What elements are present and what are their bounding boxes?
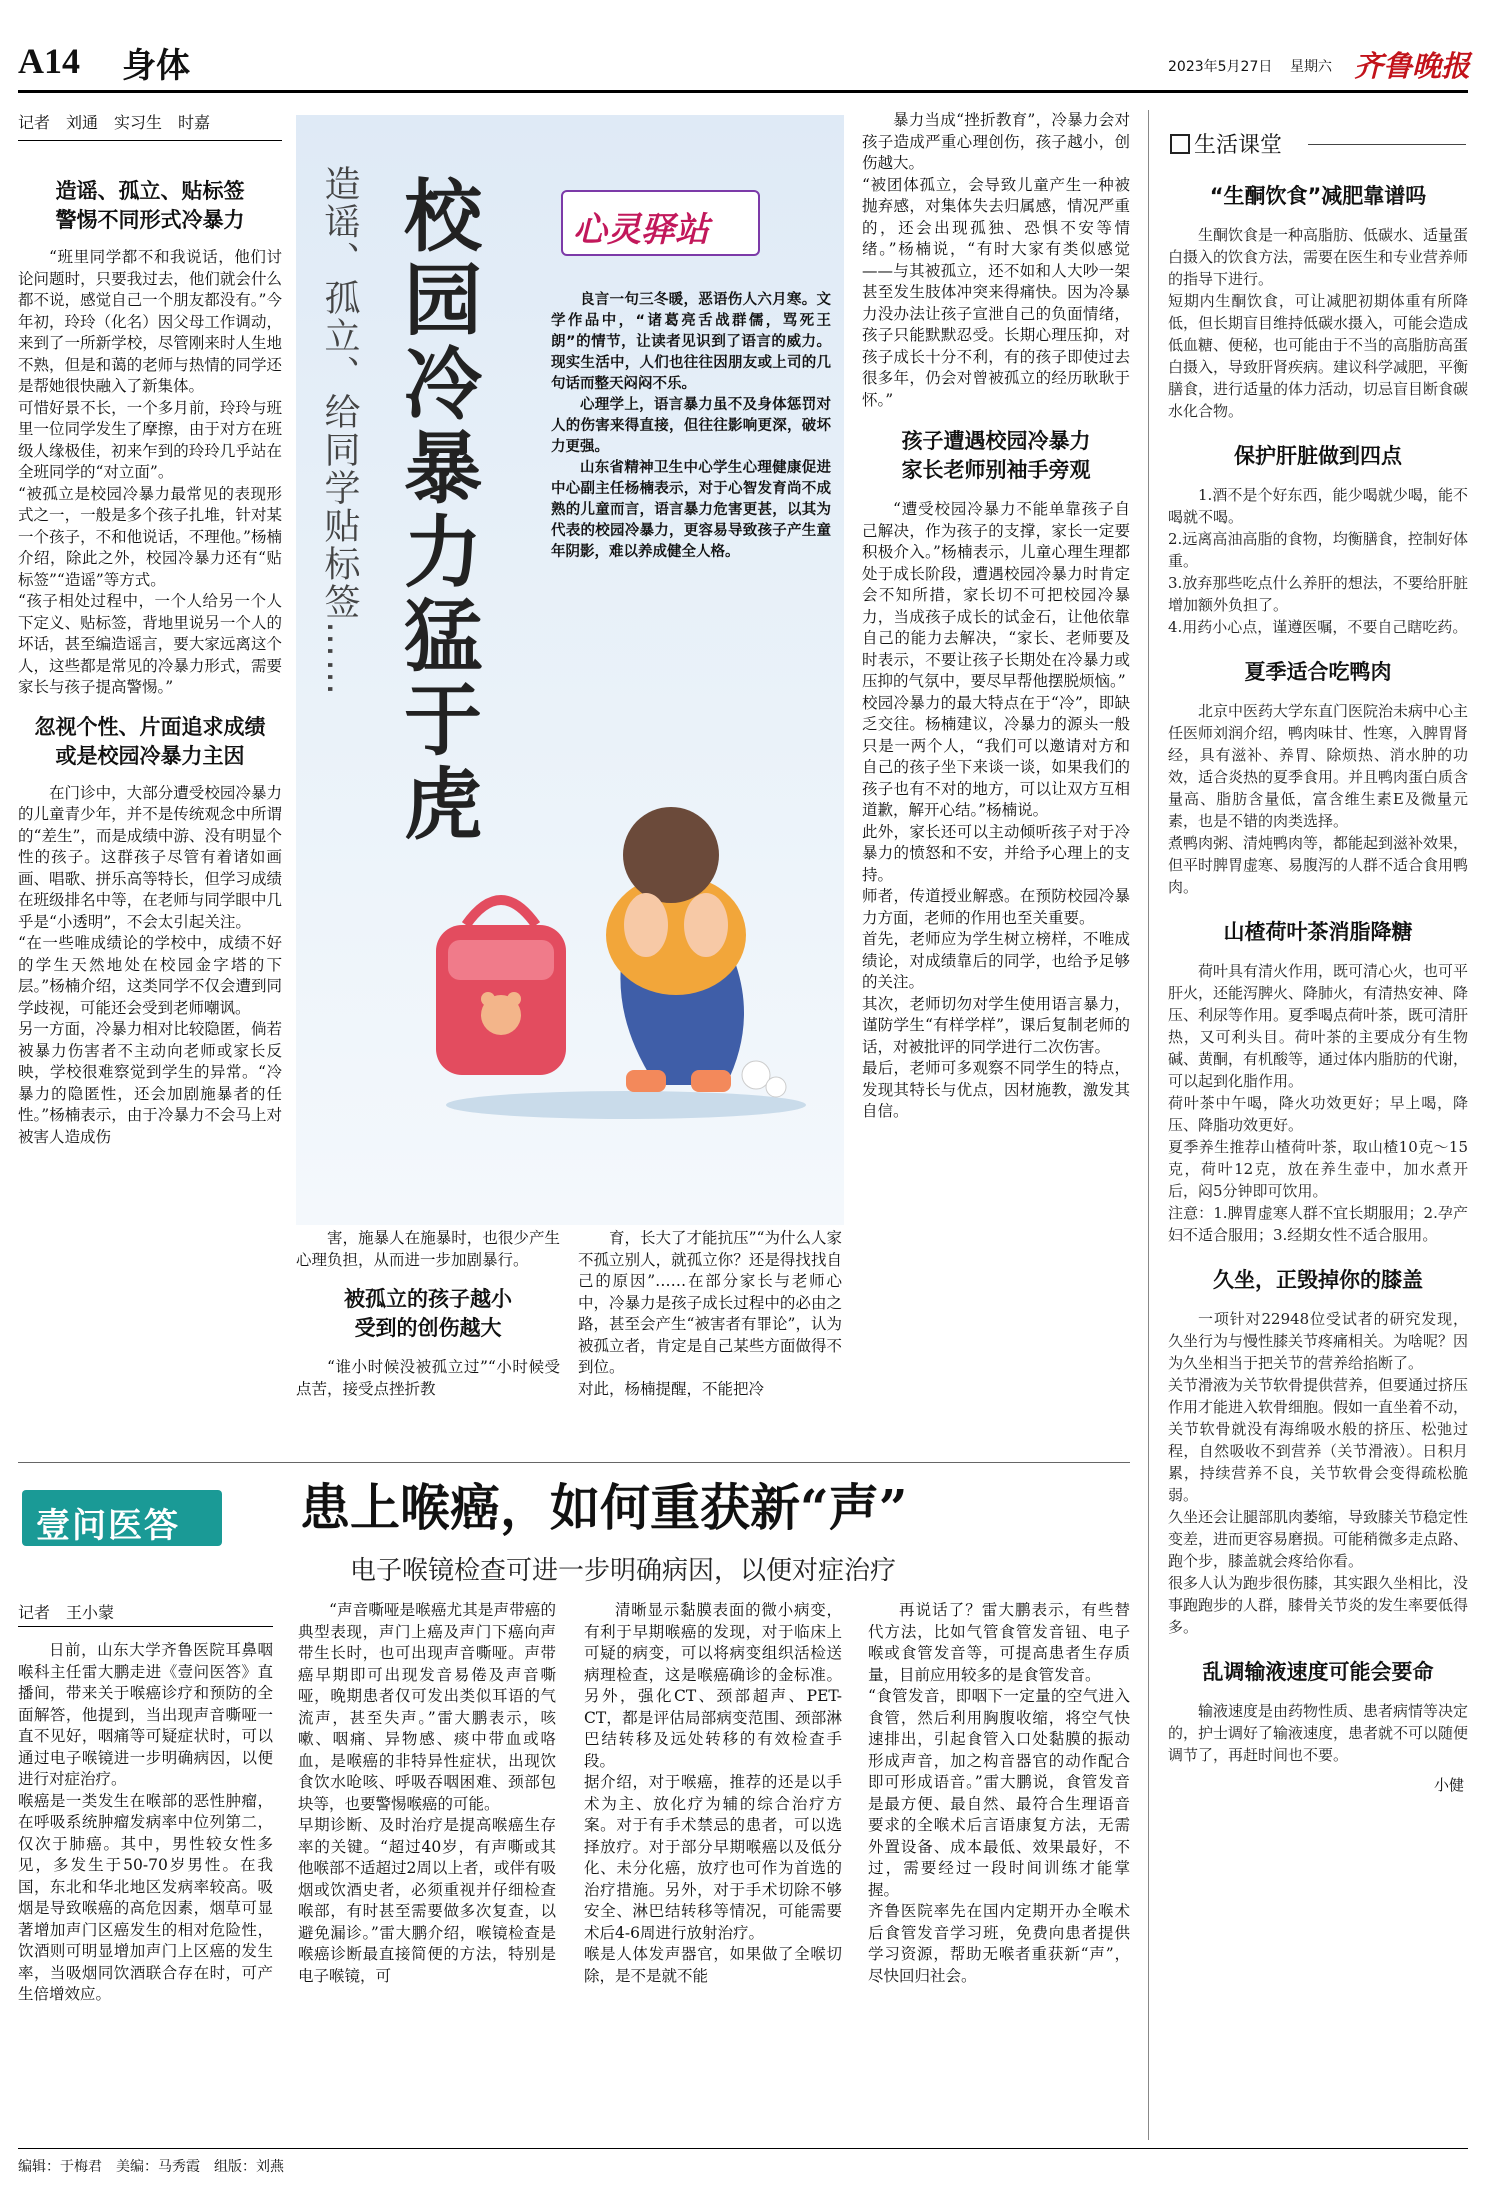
left-column (18, 165, 282, 1450)
sidebar-item-heading: 山楂荷叶茶消脂降糖 (1223, 920, 1413, 944)
feature-panel (296, 115, 844, 1225)
sidebar-item (1168, 1264, 1468, 1638)
header-rule (18, 90, 1468, 93)
sidebar-item-text: 一项针对22948位受试者的研究发现，久坐行为与慢性膝关节疼痛相关。为啥呢？因为久坐相当于把关节的营养给掐断了。 关节滑液为关节软骨提供营养，但要通过挤压作用才能进入软骨细胞。假如一直坐着不动，关节软骨就没有海绵吸水般的挤压、松弛过程，自然吸收不到营养（关节滑液）。日积月累，持续营养不良，关节软骨会变得疏松脆弱。 久坐还会让腿部肌肉萎缩，导致膝关节稳定性变差，进而更容易磨损。可能稍微多走点路、跑个步，膝盖就会疼给你看。 很多人认为跑步很伤膝，其实跟久坐相比，没事跑跑步的人群，膝骨关节炎的发生率要低得多。 (1168, 1310, 1468, 1636)
issue-date: 2023年5月27日 (1168, 59, 1273, 75)
bottom-col-4 (868, 1600, 1130, 2140)
paper-logo: 齐鲁晚报 (1354, 49, 1471, 83)
footer-credits: 编辑：于梅君 美编：马秀霞 组版：刘燕 (18, 2159, 284, 2175)
sidebar-item (1168, 180, 1468, 422)
sidebar-item-heading: 久坐，正毁掉你的膝盖 (1213, 1268, 1423, 1292)
subhead-3: 被孤立的孩子越小 受到的创伤越大 (344, 1287, 512, 1340)
sidebar-item-text: 北京中医药大学东直门医院治未病中心主任医师刘润介绍，鸭肉味甘、性寒，入脾胃肾经，具有滋补、养胃、除烦热、消水肿的功效，适合炎热的夏季食用。并且鸭肉蛋白质含量高、脂肪含量低，富含维生素E及微量元素，也是不错的肉类选择。 煮鸭肉粥、清炖鸭肉等，都能起到滋补效果，但平时脾胃虚寒、易腹泻的人群不适合食用鸭肉。 (1168, 702, 1468, 896)
intro-p3: 山东省精神卫生中心学生心理健康促进中心副主任杨楠表示，对于心智发育尚不成熟的儿童而言，语言暴力危害更甚，以其为代表的校园冷暴力，更容易导致孩子产生童年阴影，难以养成健全人格。 (551, 460, 831, 560)
col4-text-a: 暴力当成“挫折教育”，冷暴力会对孩子造成严重心理创伤，孩子越小，创伤越大。 “被团体孤立，会导致儿童产生一种被抛弃感，对集体失去归属感，情况严重的，还会出现孤独、恐惧不安等情绪。”杨楠说，“有时大家有类似感觉——与其被孤立，还不如和人大吵一架甚至发生肢体冲突来得痛快。因为冷暴力没办法让孩子宣泄自己的负面情绪，孩子只能默默忍受。长期心理压抑，对孩子成长十分不利，有的孩子即使过去很多年，仍会对曾被孤立的经历耿耿于怀。” (862, 111, 1130, 409)
column-3 (578, 1228, 842, 1450)
left-text-b: 在门诊中，大部分遭受校园冷暴力的儿童青少年，并不是传统观念中所谓的“差生”，而是成绩中游、没有明显个性的孩子。这群孩子尽管有着诸如画画、唱歌、拼乐高等特长，但学习成绩在班级排名中等，在老师与同学眼中几乎是“小透明”，不会太引起关注。 “在一些唯成绩论的学校中，成绩不好的学生天然地处在校园金字塔的下层。”杨楠介绍，这类同学不仅会遭到同学歧视，可能还会受到老师嘲讽。 另一方面，冷暴力相对比较隐匿，倘若被暴力伤害者不主动向老师或家长反映，学校很难察觉到学生的异常。“冷暴力的隐匿性，还会加剧施暴者的任性。”杨楠表示，由于冷暴力不会马上对被害人造成伤 (18, 783, 282, 1146)
sidebar-title-icon (1170, 134, 1190, 154)
qa-logo (22, 1490, 222, 1546)
issue-weekday: 星期六 (1290, 59, 1332, 75)
bottom-byline: 记者 王小蒙 (18, 1603, 115, 1622)
sidebar-item (1168, 916, 1468, 1246)
col2-text-a: 害，施暴人在施暴时，也很少产生心理负担，从而进一步加剧暴行。 (296, 1229, 560, 1269)
sidebar-item-heading: “生酮饮食”减肥靠谱吗 (1209, 184, 1427, 208)
qa-logo-text: 壹问医答 (36, 1506, 180, 1546)
bottom-col-1 (18, 1640, 273, 2140)
bottom-text-3: 清晰显示黏膜表面的微小病变，有利于早期喉癌的发现，对于临床上可疑的病变，可以将病变组织活检送病理检查，这是喉癌确诊的金标准。另外，强化CT、颈部超声、PET-CT，都是评估局部病变范围、颈部淋巴结转移及远处转移的有效检查手段。 据介绍，对于喉癌，推荐的还是以手术为主、放化疗为辅的综合治疗方案。对于有手术禁忌的患者，可以选择放疗。对于部分早期喉癌以及低分化、未分化癌，放疗也可作为首选的治疗措施。另外，对于手术切除不够安全、淋巴结转移等情况，可能需要术后4-6周进行放射治疗。 喉是人体发声器官，如果做了全喉切除，是不是就不能 (584, 1601, 842, 1985)
sidebar-item-text: 1.酒不是个好东西，能少喝就少喝，能不喝就不喝。 2.远离高油高脂的食物，均衡膳食，控制好体重。 3.放弃那些吃点什么养肝的想法，不要给肝脏增加额外负担了。 4.用药小心点，谨遵医嘱，不要自己瞎吃药。 (1168, 486, 1468, 636)
sidebar-title-box (1168, 128, 1468, 160)
feature-title: 校园冷暴力猛于虎 (391, 175, 481, 847)
sidebar-item-text: 生酮饮食是一种高脂肪、低碳水、适量蛋白摄入的饮食方法，需要在医生和专业营养师的指导下进行。 短期内生酮饮食，可让减肥初期体重有所降低，但长期盲目维持低碳水摄入，可能会造成低血糖、便秘，也可能由于不当的高脂肪高蛋白摄入，导致肝肾疾病。建议科学减肥，平衡膳食，进行适量的体力活动，切忌盲目断食碳水化合物。 (1168, 226, 1468, 420)
feature-kicker: 造谣、孤立、给同学贴标签…… (319, 165, 360, 697)
sidebar-item (1168, 1656, 1468, 1766)
page-number: A14 (18, 41, 80, 81)
bottom-byline-rule (18, 1626, 273, 1627)
child-illustration (426, 725, 826, 1125)
sidebar-item-heading: 乱调输液速度可能会要命 (1202, 1660, 1434, 1684)
bottom-text-2: “声音嘶哑是喉癌尤其是声带癌的典型表现，声门上癌及声门下癌向声带生长时，也可出现声音嘶哑。声带癌早期即可出现发音易倦及声音嘶哑，晚期患者仅可发出类似耳语的气流声，甚至失声。”雷大鹏表示，咳嗽、咽痛、异物感、痰中带血或咯血，是喉癌的非特异性症状，出现饮食饮水呛咳、呼吸吞咽困难、颈部包块等，也要警惕喉癌的可能。 早期诊断、及时治疗是提高喉癌生存率的关键。“超过40岁，有声嘶或其他喉部不适超过2周以上者，或伴有吸烟或饮酒史者，必须重视并仔细检查喉部，有时甚至需要做多次复查，以避免漏诊。”雷大鹏介绍，喉镜检查是喉癌诊断最直接简便的方法，特别是电子喉镜，可 (298, 1601, 556, 1985)
bottom-text-4: 再说话了？雷大鹏表示，有些替代方法，比如气管食管发音钮、电子喉或食管发音等，可提高患者生存质量，目前应用较多的是食管发音。 “食管发音，即咽下一定量的空气进入食管，然后利用胸腹收缩，将空气快速排出，引起食管入口处黏膜的振动形成声音，加之构音器官的动作配合即可形成语音。”雷大鹏说，食管发音是最方便、最自然、最符合生理语音要求的全喉术后言语康复方法，无需外置设备、成本最低、效果最好，不过，需要经过一段时间训练才能掌握。 齐鲁医院率先在国内定期开办全喉术后食管发音学习班，免费向患者提供学习资源，帮助无喉者重获新“声”，尽快回归社会。 (868, 1601, 1130, 1985)
intro-p2: 心理学上，语言暴力虽不及身体惩罚对人的伤害来得直接，但往往影响更深，破坏力更强。 (551, 397, 831, 455)
bottom-subtitle: 电子喉镜检查可进一步明确病因，以便对症治疗 (350, 1556, 897, 1586)
bottom-col-2 (298, 1600, 556, 2140)
byline-rule (18, 140, 282, 141)
column-4 (862, 110, 1130, 1450)
bottom-title: 患上喉癌，如何重获新“声” (300, 1478, 908, 1537)
column-2 (296, 1228, 560, 1450)
bottom-col-3 (584, 1600, 842, 2140)
bottom-text-1: 日前，山东大学齐鲁医院耳鼻咽喉科主任雷大鹏走进《壹问医答》直播间，带来关于喉癌诊疗和预防的全面解答，他提到，当出现声音嘶哑一直不见好，咽痛等可疑症状时，可以通过电子喉镜进一步明确病因，以便进行对症治疗。 喉癌是一类发生在喉部的恶性肿瘤，在呼吸系统肿瘤发病率中位列第二，仅次于肺癌。其中，男性较女性多见，多发生于50-70岁男性。在我国，东北和华北地区发病率较高。吸烟是导致喉癌的高危因素，烟草可显著增加声门区癌发生的相对危险性，饮酒则可明显增加声门上区癌的发生率，当吸烟同饮酒联合存在时，可产生倍增效应。 (18, 1641, 273, 2003)
sidebar-item (1168, 656, 1468, 898)
subhead-4: 孩子遭遇校园冷暴力 家长老师别袖手旁观 (901, 429, 1091, 482)
sidebar-item-text: 输液速度是由药物性质、患者病情等决定的，护士调好了输液速度，患者就不可以随便调节了，再赶时间也不要。 (1168, 1702, 1468, 1764)
subhead-2: 忽视个性、片面追求成绩 或是校园冷暴力主因 (34, 714, 266, 768)
sidebar-title: 生活课堂 (1194, 133, 1283, 158)
col3-text: 育，长大了才能抗压”“为什么人家不孤立别人，就孤立你？还是得找找自己的原因”……在部分家长与老师心中，冷暴力是孩子成长过程中的必由之路，甚至会产生“被害者有罪论”，认为被孤立者，肯定是自己某些方面做得不到位。 对此，杨楠提醒，不能把冷 (578, 1229, 842, 1398)
col4-text-b: “遭受校园冷暴力不能单靠孩子自己解决，作为孩子的支撑，家长一定要积极介入。”杨楠表示，儿童心理生理都处于成长阶段，遭遇校园冷暴力时肯定会不知所措，家长切不可把校园冷暴力，当成孩子成长的试金石，让他依靠自己的能力去解决，“家长、老师要及时表示，不要让孩子长期处在冷暴力或压抑的气氛中，要尽早帮他摆脱烦恼。” 校园冷暴力的最大特点在于“冷”，即缺乏交往。杨楠建议，冷暴力的源头一般只是一两个人，“我们可以邀请对方和自己的孩子坐下来谈一谈，如果我们的孩子也有不对的地方，可以让双方互相道歉，解开心结。”杨楠说。 此外，家长还可以主动倾听孩子对于冷暴力的愤怒和不安，并给予心理上的支持。 师者，传道授业解惑。在预防校园冷暴力方面，老师的作用也至关重要。 首先，老师应为学生树立榜样，不唯成绩论，对成绩靠后的同学，也给予足够的关注。 其次，老师切勿对学生使用语言暴力，谨防学生“有样学样”，课后复制老师的话，对被批评的同学进行二次伤害。 最后，老师可多观察不同学生的特点，发现其特长与优点，因材施教，激发其自信。 (862, 500, 1130, 1120)
col2-text-b: “谁小时候没被孤立过”“小时候受点苦，接受点挫折教 (296, 1358, 560, 1398)
sidebar-title-rule (1308, 144, 1466, 145)
page-header (0, 0, 1487, 90)
sidebar-item-heading: 夏季适合吃鸭肉 (1244, 660, 1392, 684)
intro-p1: 良言一句三冬暖，恶语伤人六月寒。文学作品中，“诸葛亮舌战群儒，骂死王朗”的情节，让读者见识到了语言的威力。现实生活中，人们也往往因朋友或上司的几句话而整天闷闷不乐。 (551, 292, 831, 392)
subhead-1: 造谣、孤立、贴标签 警惕不同形式冷暴力 (55, 179, 245, 232)
section-name: 身体 (122, 46, 190, 86)
sidebar-item (1168, 440, 1468, 638)
heart-station-logo-text: 心灵驿站 (573, 210, 709, 250)
bottom-top-rule (18, 1462, 1130, 1463)
sidebar-item-heading: 保护肝脏做到四点 (1234, 444, 1402, 468)
sidebar-sign: 小健 (1433, 1776, 1464, 1794)
byline: 记者 刘通 实习生 时嘉 (18, 113, 211, 132)
heart-station-logo (561, 190, 760, 256)
sidebar-divider (1148, 110, 1149, 2140)
left-text-a: “班里同学都不和我说话，他们讨论问题时，只要我过去，他们就会什么都不说，感觉自己一个朋友都没有。”今年初，玲玲（化名）因父母工作调动，来到了一所新学校，尽管刚来时人生地不熟，但是和蔼的老师与热情的同学还是帮她很快融入了新集体。 可惜好景不长，一个多月前，玲玲与班里一位同学发生了摩擦，由于对方在班级人缘极佳，初来乍到的玲玲几乎站在全班同学的“对立面”。 “被孤立是校园冷暴力最常见的表现形式之一，一般是多个孩子扎堆，针对某一个孩子，不和他说话，不理他。”杨楠介绍，除此之外，校园冷暴力还有“贴标签”“造谣”等方式。 “孩子相处过程中，一个人给另一个人下定义、贴标签，背地里说另一个人的坏话，甚至编造谣言，要大家远离这个人，这些都是常见的冷暴力形式，需要家长与孩子提高警惕。” (18, 248, 282, 696)
sidebar-item-text: 荷叶具有清火作用，既可清心火，也可平肝火，还能泻脾火、降肺火，有清热安神、降压、利尿等作用。夏季喝点荷叶茶，既可清肝热，又可利头目。荷叶茶的主要成分有生物碱、黄酮，有机酸等，通过体内脂肪的代谢，可以起到化脂作用。 荷叶茶中午喝，降火功效更好；早上喝，降压、降脂功效更好。 夏季养生推荐山楂荷叶茶，取山楂10克～15克，荷叶12克，放在养生壶中，加水煮开后，闷5分钟即可饮用。 注意：1.脾胃虚寒人群不宜长期服用；2.孕产妇不适合服用；3.经期女性不适合服用。 (1168, 962, 1468, 1244)
intro-box (551, 290, 831, 710)
footer-rule (18, 2148, 1468, 2149)
sidebar-column (1168, 172, 1468, 2132)
